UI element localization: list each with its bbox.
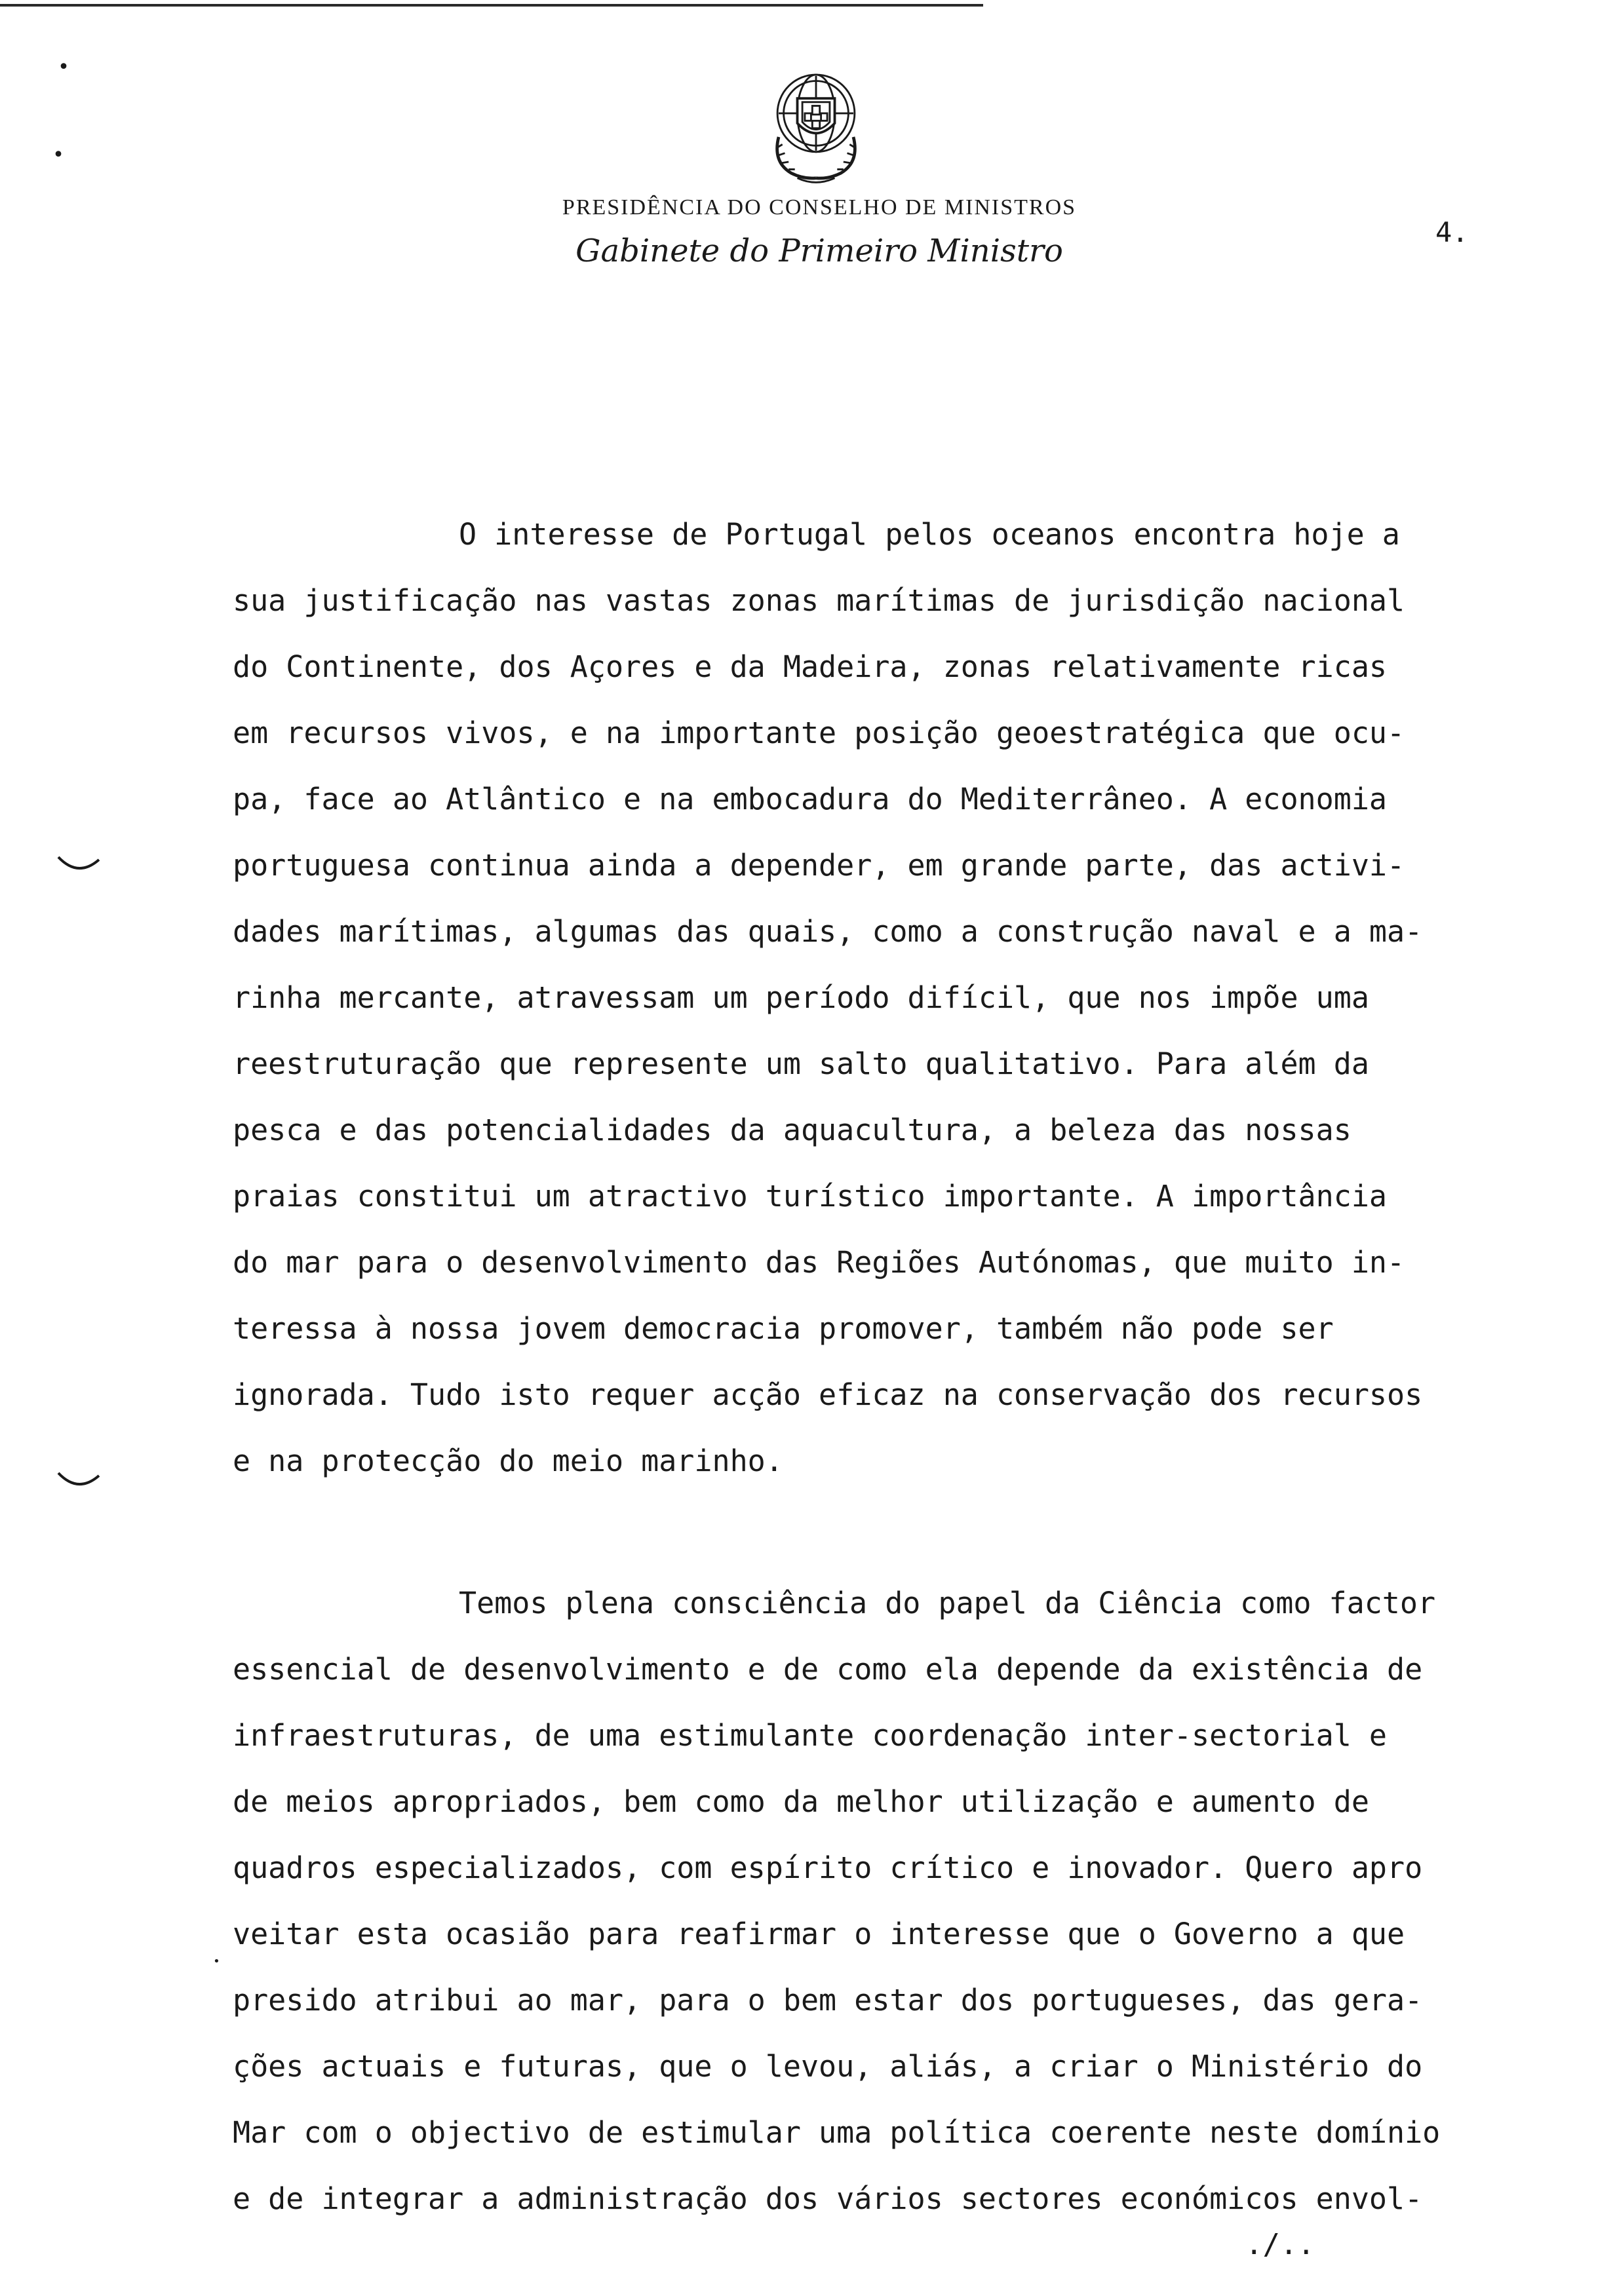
text-line: praias constitui um atractivo turístico importante. A importância	[233, 1179, 1387, 1214]
text-line: O interesse de Portugal pelos oceanos encontra hoje a	[459, 517, 1400, 552]
letterhead-subtitle: Gabinete do Primeiro Ministro	[575, 233, 1063, 269]
text-line: infraestruturas, de uma estimulante coordenação inter-sectorial e	[233, 1718, 1387, 1753]
text-line: dades marítimas, algumas das quais, como a construção naval e a ma-	[233, 914, 1423, 949]
text-line: do mar para o desenvolvimento das Regiões Autónomas, que muito in-	[233, 1245, 1405, 1280]
margin-dot: •	[213, 1955, 220, 1968]
binding-hole-mark	[56, 852, 102, 878]
margin-dot: •	[58, 56, 70, 79]
paragraph-2	[233, 1570, 1609, 2232]
text-line: e na protecção do meio marinho.	[233, 1444, 783, 1478]
text-line: essencial de desenvolvimento e de como ela depende da existência de	[233, 1652, 1423, 1687]
text-line: rinha mercante, atravessam um período difícil, que nos impõe uma	[233, 980, 1369, 1015]
text-line: reestruturação que represente um salto qualitativo. Para além da	[233, 1046, 1369, 1081]
binding-hole-mark	[56, 1468, 102, 1494]
portuguese-coat-of-arms-seal-icon	[754, 62, 878, 187]
text-line: de meios apropriados, bem como da melhor utilização e aumento de	[233, 1784, 1369, 1819]
text-line: Temos plena consciência do papel da Ciência como factor	[459, 1586, 1436, 1620]
continuation-mark: ./..	[1245, 2228, 1315, 2261]
text-line: pa, face ao Atlântico e na embocadura do Mediterrâneo. A economia	[233, 782, 1387, 816]
paragraph-1	[233, 501, 1609, 1494]
text-line: veitar esta ocasião para reafirmar o interesse que o Governo a que	[233, 1917, 1405, 1951]
text-line: em recursos vivos, e na importante posição geoestratégica que ocu-	[233, 716, 1405, 750]
text-line: ignorada. Tudo isto requer acção eficaz na conservação dos recursos	[233, 1377, 1423, 1412]
margin-dot: •	[52, 144, 65, 166]
top-rule	[0, 4, 983, 7]
text-line: pesca e das potencialidades da aquacultura, a beleza das nossas	[233, 1113, 1352, 1147]
text-line: e de integrar a administração dos vários sectores económicos envol-	[233, 2181, 1423, 2216]
text-line: teressa à nossa jovem democracia promover, também não pode ser	[233, 1311, 1334, 1346]
text-line: Mar com o objectivo de estimular uma política coerente neste domínio	[233, 2115, 1441, 2150]
body-text	[233, 501, 1609, 2232]
letterhead-title: PRESIDÊNCIA DO CONSELHO DE MINISTROS	[562, 195, 1077, 220]
text-line: portuguesa continua ainda a depender, em grande parte, das activi-	[233, 848, 1405, 883]
page-number: 4.	[1435, 216, 1469, 248]
text-line: quadros especializados, com espírito crítico e inovador. Quero apro	[233, 1850, 1423, 1885]
text-line: sua justificação nas vastas zonas marítimas de jurisdição nacional	[233, 583, 1405, 618]
text-line: ções actuais e futuras, que o levou, aliás, a criar o Ministério do	[233, 2049, 1423, 2084]
text-line: do Continente, dos Açores e da Madeira, zonas relativamente ricas	[233, 649, 1387, 684]
text-line: presido atribui ao mar, para o bem estar dos portugueses, das gera-	[233, 1983, 1423, 2018]
